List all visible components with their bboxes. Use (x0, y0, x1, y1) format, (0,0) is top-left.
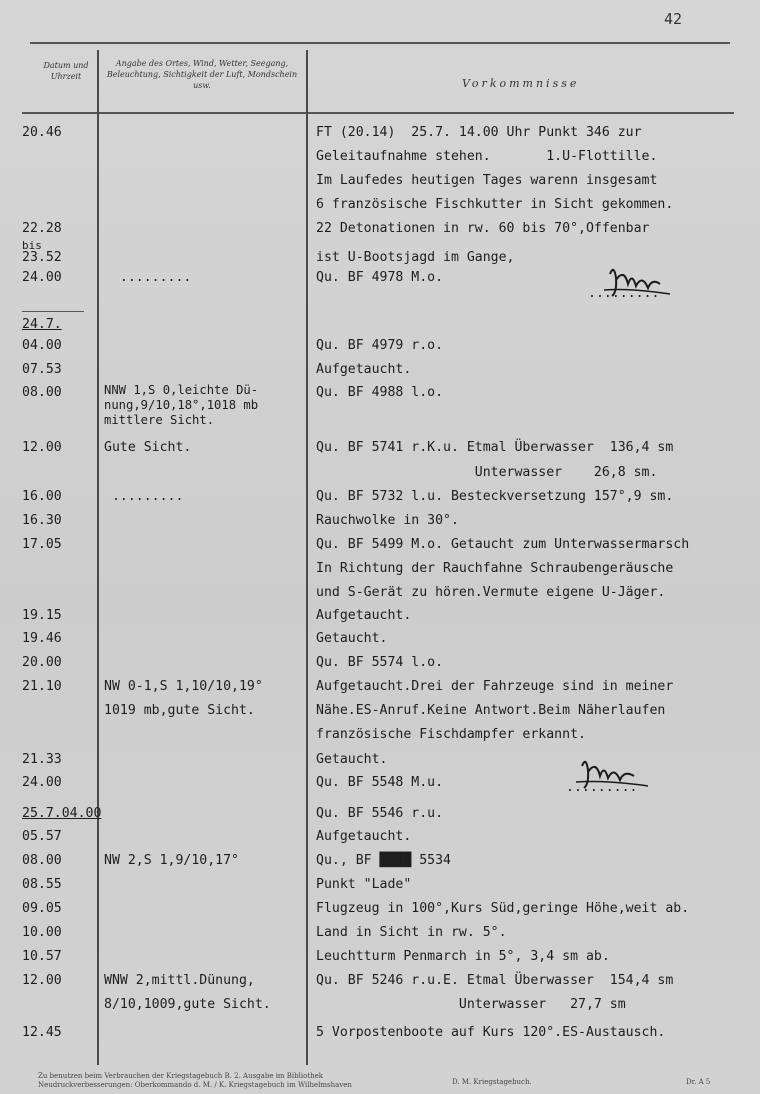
footer-note-left: Zu benutzen beim Verbrauchen der Kriegstagebuch B. 2. Ausgabe im Bibliothek (38, 1072, 324, 1080)
entry-time: 22.28 (22, 221, 62, 236)
entry-event: Qu. BF 4979 r.o. (316, 338, 444, 353)
entry-time: 25.7.04.00 (22, 806, 102, 821)
entry-event: Land in Sicht in rw. 5°. (316, 925, 507, 940)
entry-event: Nähe.ES-Anruf.Keine Antwort.Beim Näherlaufen (316, 703, 666, 718)
entry-event: Qu. BF 5574 l.o. (316, 655, 444, 670)
date-rule (22, 311, 84, 312)
entry-time: 12.45 (22, 1025, 62, 1040)
entry-time: 24.00 (22, 270, 62, 285)
entry-time: 24.00 (22, 775, 62, 790)
entry-event: 6 französische Fischkutter in Sicht gekommen. (316, 197, 674, 212)
entry-event: Getaucht. (316, 631, 388, 646)
entry-time: 07.53 (22, 362, 62, 377)
entry-time: 20.46 (22, 125, 62, 140)
top-rule (30, 42, 730, 44)
entry-event: Qu. BF 5546 r.u. (316, 806, 444, 821)
entry-event: 22 Detonationen in rw. 60 bis 70°,Offenbar (316, 221, 650, 236)
entry-weather: WNW 2,mittl.Dünung, (104, 973, 255, 988)
footer-note-left2: Neudruckverbesserungen: Oberkommando d. M. / K. Kriegstagebuch im Wilhelmshaven (38, 1081, 352, 1089)
entry-event: FT (20.14) 25.7. 14.00 Uhr Punkt 346 zur (316, 125, 642, 140)
entry-time: 21.33 (22, 752, 62, 767)
page-number: 42 (664, 10, 683, 28)
entry-time: 04.00 (22, 338, 62, 353)
entry-event: Rauchwolke in 30°. (316, 513, 459, 528)
entry-time: 21.10 (22, 679, 62, 694)
entry-event: Unterwasser 27,7 sm (316, 997, 626, 1012)
entry-event: Flugzeug in 100°,Kurs Süd,geringe Höhe,weit ab. (316, 901, 690, 916)
entry-time: 16.30 (22, 513, 62, 528)
header-location-weather: Angabe des Ortes, Wind, Wetter, Seegang, Beleuchtung, Sichtigkeit der Luft, Mondschein usw. (106, 59, 298, 90)
entry-event: Unterwasser 26,8 sm. (316, 465, 658, 480)
footer-form-number: Dr. A 5 (686, 1078, 711, 1086)
column-divider-2 (306, 50, 308, 1065)
entry-weather: ......... (104, 270, 192, 285)
entry-event: Geleitaufnahme stehen. 1.U-Flottille. (316, 149, 658, 164)
entry-event: Aufgetaucht. (316, 829, 412, 844)
entry-weather: Gute Sicht. (104, 440, 192, 455)
entry-event: Qu. BF 4988 l.o. (316, 385, 444, 400)
header-date-time: Datum und Uhrzeit (43, 61, 89, 81)
header-events: Vorkommnisse (462, 77, 580, 90)
entry-event: Qu. BF 5732 l.u. Besteckversetzung 157°,9 sm. (316, 489, 674, 504)
entry-event: Qu. BF 5499 M.o. Getaucht zum Unterwassermarsch (316, 537, 690, 552)
entry-time: 16.00 (22, 489, 62, 504)
entry-event: französische Fischdampfer erkannt. (316, 727, 586, 742)
entry-time: 23.52 (22, 250, 62, 265)
entry-time: 08.55 (22, 877, 62, 892)
entry-event: Qu. BF 4978 M.o. (316, 270, 444, 285)
entry-event: Qu. BF 5548 M.u. (316, 775, 444, 790)
entry-weather: NW 2,S 1,9/10,17° (104, 853, 239, 868)
entry-weather: ......... (104, 489, 184, 504)
entry-time: 08.00 (22, 853, 62, 868)
entry-event: Aufgetaucht.Drei der Fahrzeuge sind in meiner (316, 679, 674, 694)
entry-event: Aufgetaucht. (316, 608, 412, 623)
entry-event: Punkt "Lade" (316, 877, 412, 892)
entry-time: 10.00 (22, 925, 62, 940)
entry-weather: 8/10,1009,gute Sicht. (104, 997, 271, 1012)
entry-weather: NW 0-1,S 1,10/10,19° (104, 679, 263, 694)
entry-time: bis (22, 239, 42, 252)
entry-event: und S-Gerät zu hören.Vermute eigene U-Jäger. (316, 585, 666, 600)
entry-time: 09.05 (22, 901, 62, 916)
entry-time: 17.05 (22, 537, 62, 552)
entry-time: 12.00 (22, 440, 62, 455)
entry-event: In Richtung der Rauchfahne Schraubengeräusche (316, 561, 674, 576)
signature-2-dots: ......... (566, 780, 638, 795)
entry-event: ist U-Bootsjagd im Gange, (316, 250, 515, 265)
entry-event: Aufgetaucht. (316, 362, 412, 377)
entry-event: Leuchtturm Penmarch in 5°, 3,4 sm ab. (316, 949, 610, 964)
entry-event: 5 Vorpostenboote auf Kurs 120°.ES-Austausch. (316, 1025, 666, 1040)
entry-event: Qu., BF ████ 5534 (316, 853, 451, 868)
entry-event: Getaucht. (316, 752, 388, 767)
entry-event: Im Laufedes heutigen Tages warenn insgesamt (316, 173, 658, 188)
entry-event: Qu. BF 5741 r.K.u. Etmal Überwasser 136,4 sm (316, 440, 674, 455)
entry-time: 12.00 (22, 973, 62, 988)
entry-time: 24.7. (22, 317, 62, 332)
entry-weather: NNW 1,S 0,leichte Dü- nung,9/10,18°,1018 mb mittlere Sicht. (104, 383, 259, 427)
header-rule (22, 112, 734, 114)
entry-time: 20.00 (22, 655, 62, 670)
entry-time: 05.57 (22, 829, 62, 844)
footer-form-title: D. M. Kriegstagebuch. (452, 1078, 532, 1086)
signature-1-dots: ......... (588, 286, 660, 301)
entry-time: 10.57 (22, 949, 62, 964)
entry-weather: 1019 mb,gute Sicht. (104, 703, 255, 718)
entry-time: 19.46 (22, 631, 62, 646)
entry-event: Qu. BF 5246 r.u.E. Etmal Überwasser 154,4 sm (316, 973, 674, 988)
entry-time: 19.15 (22, 608, 62, 623)
entry-time: 08.00 (22, 385, 62, 400)
